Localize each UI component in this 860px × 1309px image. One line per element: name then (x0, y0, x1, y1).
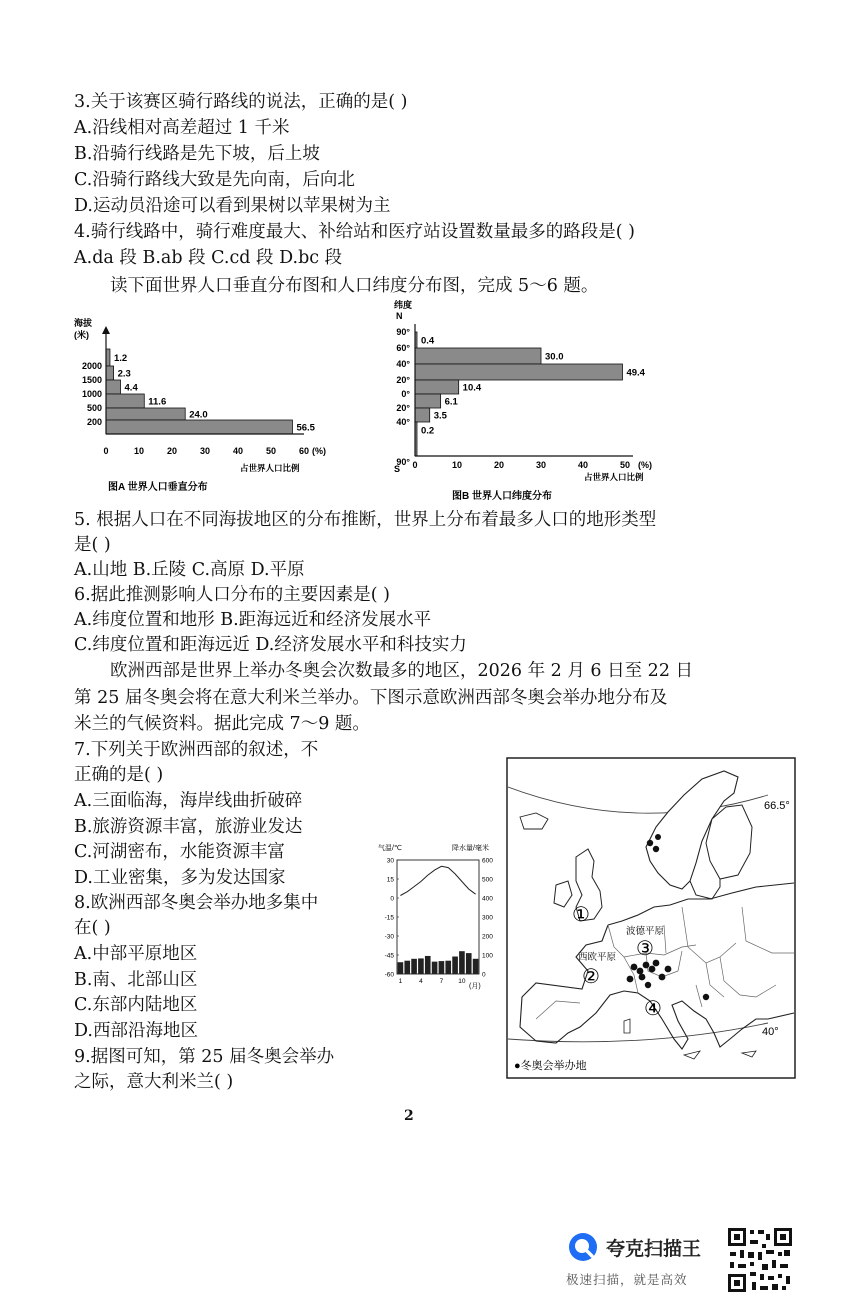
figb-caption: 图B 世界人口纬度分布 (452, 491, 552, 502)
figa-value-label: 4.4 (124, 382, 138, 394)
climate-temp-tick: 15 (386, 876, 394, 884)
climate-month-tick: 10 (458, 978, 466, 985)
climate-precip-tick: 600 (482, 857, 493, 865)
figb-bar (415, 364, 622, 380)
figb-value-label: 3.5 (433, 410, 447, 422)
q7-option-b: B.旅游资源丰富，旅游业发达 (74, 817, 303, 837)
q5-stem-1: 5. 根据人口在不同海拔地区的分布推断，世界上分布着最多人口的地形类型 (74, 510, 657, 530)
figb-value-label: 6.1 (444, 396, 458, 408)
figb-xtick: 0 (412, 460, 418, 470)
figb-xtick: 30 (535, 460, 547, 470)
marker-3: ③ (636, 938, 654, 960)
precipitation-bar (404, 961, 410, 974)
map-legend: ●冬奥会举办地 (514, 1060, 587, 1072)
label-west-plain: 西欧平原 (578, 952, 617, 963)
q7-stem-1: 7.下列关于欧洲西部的叙述，不 (74, 740, 319, 760)
figa-value-label: 56.5 (296, 422, 315, 434)
q8-option-b: B.南、北部山区 (74, 970, 198, 990)
figa-bar (106, 394, 144, 408)
map-frame (507, 758, 795, 1078)
figa-xtitle: 占世界人口比例 (240, 463, 300, 473)
figa-xtick: 40 (232, 446, 244, 456)
climate-temp-tick: -30 (384, 933, 394, 941)
precipitation-bar (398, 962, 404, 974)
figb-ytitle: 纬度 (394, 300, 413, 310)
figb-xunit: (%) (638, 460, 652, 470)
q4-stem: 4.骑行线路中，骑行难度最大、补给站和医疗站设置数量最多的路段是( ) (74, 222, 635, 242)
figa-xtick: 30 (199, 446, 211, 456)
figa-ytitle-2: (米) (74, 330, 89, 340)
figb-ytick: 20° (396, 403, 410, 413)
figb-xtick: 50 (619, 460, 631, 470)
figa-bar (106, 366, 114, 380)
q5-stem-2: 是( ) (74, 535, 111, 555)
footer-brand: 夸克扫描王 (606, 1238, 702, 1260)
figb-north: N (396, 311, 403, 321)
q9-stem-1: 9.据图可知，第 25 届冬奥会举办 (74, 1047, 335, 1067)
figa-bar (106, 380, 121, 394)
q3-option-a: A.沿线相对高差超过 1 千米 (74, 118, 290, 138)
climate-precip-tick: 400 (482, 895, 493, 903)
precipitation-bar (459, 951, 465, 974)
precipitation-bar (418, 958, 424, 974)
figure-a-vertical-distribution (72, 312, 332, 502)
q4-options: A.da 段 B.ab 段 C.cd 段 D.bc 段 (74, 248, 343, 268)
figa-xtick: 60 (298, 446, 310, 456)
figb-value-label: 0.2 (421, 425, 435, 437)
intro-q7-9-line-2: 第 25 届冬奥会将在意大利米兰举办。下图示意欧洲西部冬奥会举办地分布及 (74, 688, 668, 708)
footer-slogan: 极速扫描，就是高效 (566, 1272, 688, 1287)
climate-precip-tick: 500 (482, 876, 493, 884)
precipitation-bar (445, 961, 451, 974)
figa-xunit: (%) (312, 446, 326, 456)
milan-climate-chart (372, 840, 506, 990)
figb-bar (415, 348, 541, 364)
page-number: 2 (404, 1108, 414, 1124)
q3-option-d: D.运动员沿途可以看到果树以苹果树为主 (74, 196, 391, 216)
temperature-curve (400, 866, 475, 895)
quark-logo-icon (568, 1232, 598, 1262)
figa-ytick: 2000 (81, 361, 102, 371)
marker-4: ④ (644, 998, 662, 1020)
q8-stem-2: 在( ) (74, 918, 111, 938)
figb-xtick: 20 (493, 460, 505, 470)
intro-q7-9-line-1: 欧洲西部是世界上举办冬奥会次数最多的地区，2026 年 2 月 6 日至 22 日 (110, 661, 694, 681)
figb-bar (415, 394, 441, 408)
figb-ytick: 90° (396, 327, 410, 337)
figb-ytick: 40° (396, 417, 410, 427)
climate-left-title: 气温/℃ (378, 845, 402, 852)
marker-1: ① (572, 904, 590, 926)
figb-value-label: 10.4 (462, 382, 482, 394)
figb-bar (415, 408, 430, 422)
q5-options: A.山地 B.丘陵 C.高原 D.平原 (74, 560, 305, 580)
q8-option-d: D.西部沿海地区 (74, 1021, 198, 1041)
figb-value-label: 0.4 (421, 335, 435, 347)
q3-option-b: B.沿骑行线路是先下坡，后上坡 (74, 144, 320, 164)
figb-south: S (394, 464, 401, 474)
figure-b-latitude-distribution (388, 296, 678, 506)
q9-stem-2: 之际，意大利米兰( ) (74, 1072, 234, 1092)
climate-precip-tick: 100 (482, 952, 493, 960)
precipitation-bar (411, 959, 417, 974)
precipitation-bar (432, 962, 438, 974)
intro-q7-9-line-3: 米兰的气候资料。据此完成 7～9 题。 (74, 714, 370, 734)
marker-2: ② (582, 966, 600, 988)
q7-option-d: D.工业密集，多为发达国家 (74, 868, 286, 888)
climate-temp-tick: -45 (384, 952, 394, 960)
q6-stem: 6.据此推测影响人口分布的主要因素是( ) (74, 585, 390, 605)
precipitation-bar (452, 957, 458, 974)
q7-option-c: C.河湖密布，水能资源丰富 (74, 842, 285, 862)
precipitation-bar (466, 953, 472, 974)
arctic-circle-label: 66.5° (764, 800, 790, 812)
figb-ytick: 20° (396, 375, 410, 385)
figa-ytick: 200 (86, 417, 102, 427)
climate-temp-tick: 0 (390, 895, 394, 903)
figb-xtick: 10 (451, 460, 463, 470)
figb-value-label: 30.0 (545, 351, 564, 363)
figa-bar (106, 420, 292, 434)
intro-q5-6: 读下面世界人口垂直分布图和人口纬度分布图，完成 5～6 题。 (110, 276, 599, 296)
climate-precip-tick: 0 (482, 971, 486, 979)
climate-right-title: 降水量/毫米 (452, 845, 489, 852)
q7-stem-2: 正确的是( ) (74, 765, 164, 785)
q3-option-c: C.沿骑行路线大致是先向南，后向北 (74, 170, 355, 190)
precipitation-bar (473, 959, 479, 974)
q3-stem: 3.关于该赛区骑行路线的说法，正确的是( ) (74, 92, 408, 112)
q8-option-a: A.中部平原地区 (74, 944, 198, 964)
figa-bar (106, 408, 185, 420)
latitude-40-label: 40° (762, 1026, 779, 1038)
label-baltic-plain: 波德平原 (626, 926, 665, 937)
figa-ytitle-1: 海拔 (74, 318, 93, 328)
q7-option-a: A.三面临海，海岸线曲折破碎 (74, 791, 303, 811)
figb-ytick: 40° (396, 359, 410, 369)
figa-value-label: 1.2 (113, 353, 128, 364)
figa-ytick: 1500 (81, 375, 102, 385)
figb-ytick: 0° (401, 389, 410, 399)
climate-precip-tick: 200 (482, 933, 493, 941)
precipitation-bar (425, 956, 431, 974)
climate-precip-tick: 300 (482, 914, 493, 922)
qr-code-icon (726, 1226, 794, 1294)
climate-temp-tick: -15 (384, 914, 394, 922)
figa-value-label: 2.3 (117, 368, 131, 380)
figa-caption: 图A 世界人口垂直分布 (108, 482, 208, 493)
figb-ytick: 60° (396, 343, 410, 353)
climate-month-tick: 7 (439, 978, 444, 985)
figb-bar (415, 380, 459, 394)
europe-winter-olympics-map (506, 757, 796, 1080)
figb-value-label: 49.4 (626, 367, 645, 379)
climate-month-unit: (月) (469, 983, 481, 990)
climate-month-tick: 1 (398, 978, 403, 985)
climate-month-tick: 4 (419, 978, 423, 985)
figb-xtick: 40 (577, 460, 589, 470)
figa-y-arrow (102, 326, 110, 334)
q6-row-1: A.纬度位置和地形 B.距海远近和经济发展水平 (74, 610, 432, 630)
figa-value-label: 11.6 (148, 396, 167, 408)
figb-xtitle: 占世界人口比例 (584, 472, 644, 482)
figa-ytick: 500 (86, 403, 102, 413)
figa-ytick: 1000 (81, 389, 102, 399)
precipitation-bar (439, 961, 445, 974)
figa-xtick: 10 (133, 446, 145, 456)
q8-stem-1: 8.欧洲西部冬奥会举办地多集中 (74, 893, 319, 913)
figb-ytick: 90° (396, 457, 410, 467)
q8-option-c: C.东部内陆地区 (74, 995, 198, 1015)
q6-row-2: C.纬度位置和距海远近 D.经济发展水平和科技实力 (74, 635, 467, 655)
climate-temp-tick: -60 (384, 971, 394, 979)
climate-temp-tick: 30 (386, 857, 394, 865)
figa-value-label: 24.0 (189, 409, 208, 421)
figa-xtick: 20 (166, 446, 178, 456)
figa-xtick: 0 (103, 446, 109, 456)
figa-xtick: 50 (265, 446, 277, 456)
